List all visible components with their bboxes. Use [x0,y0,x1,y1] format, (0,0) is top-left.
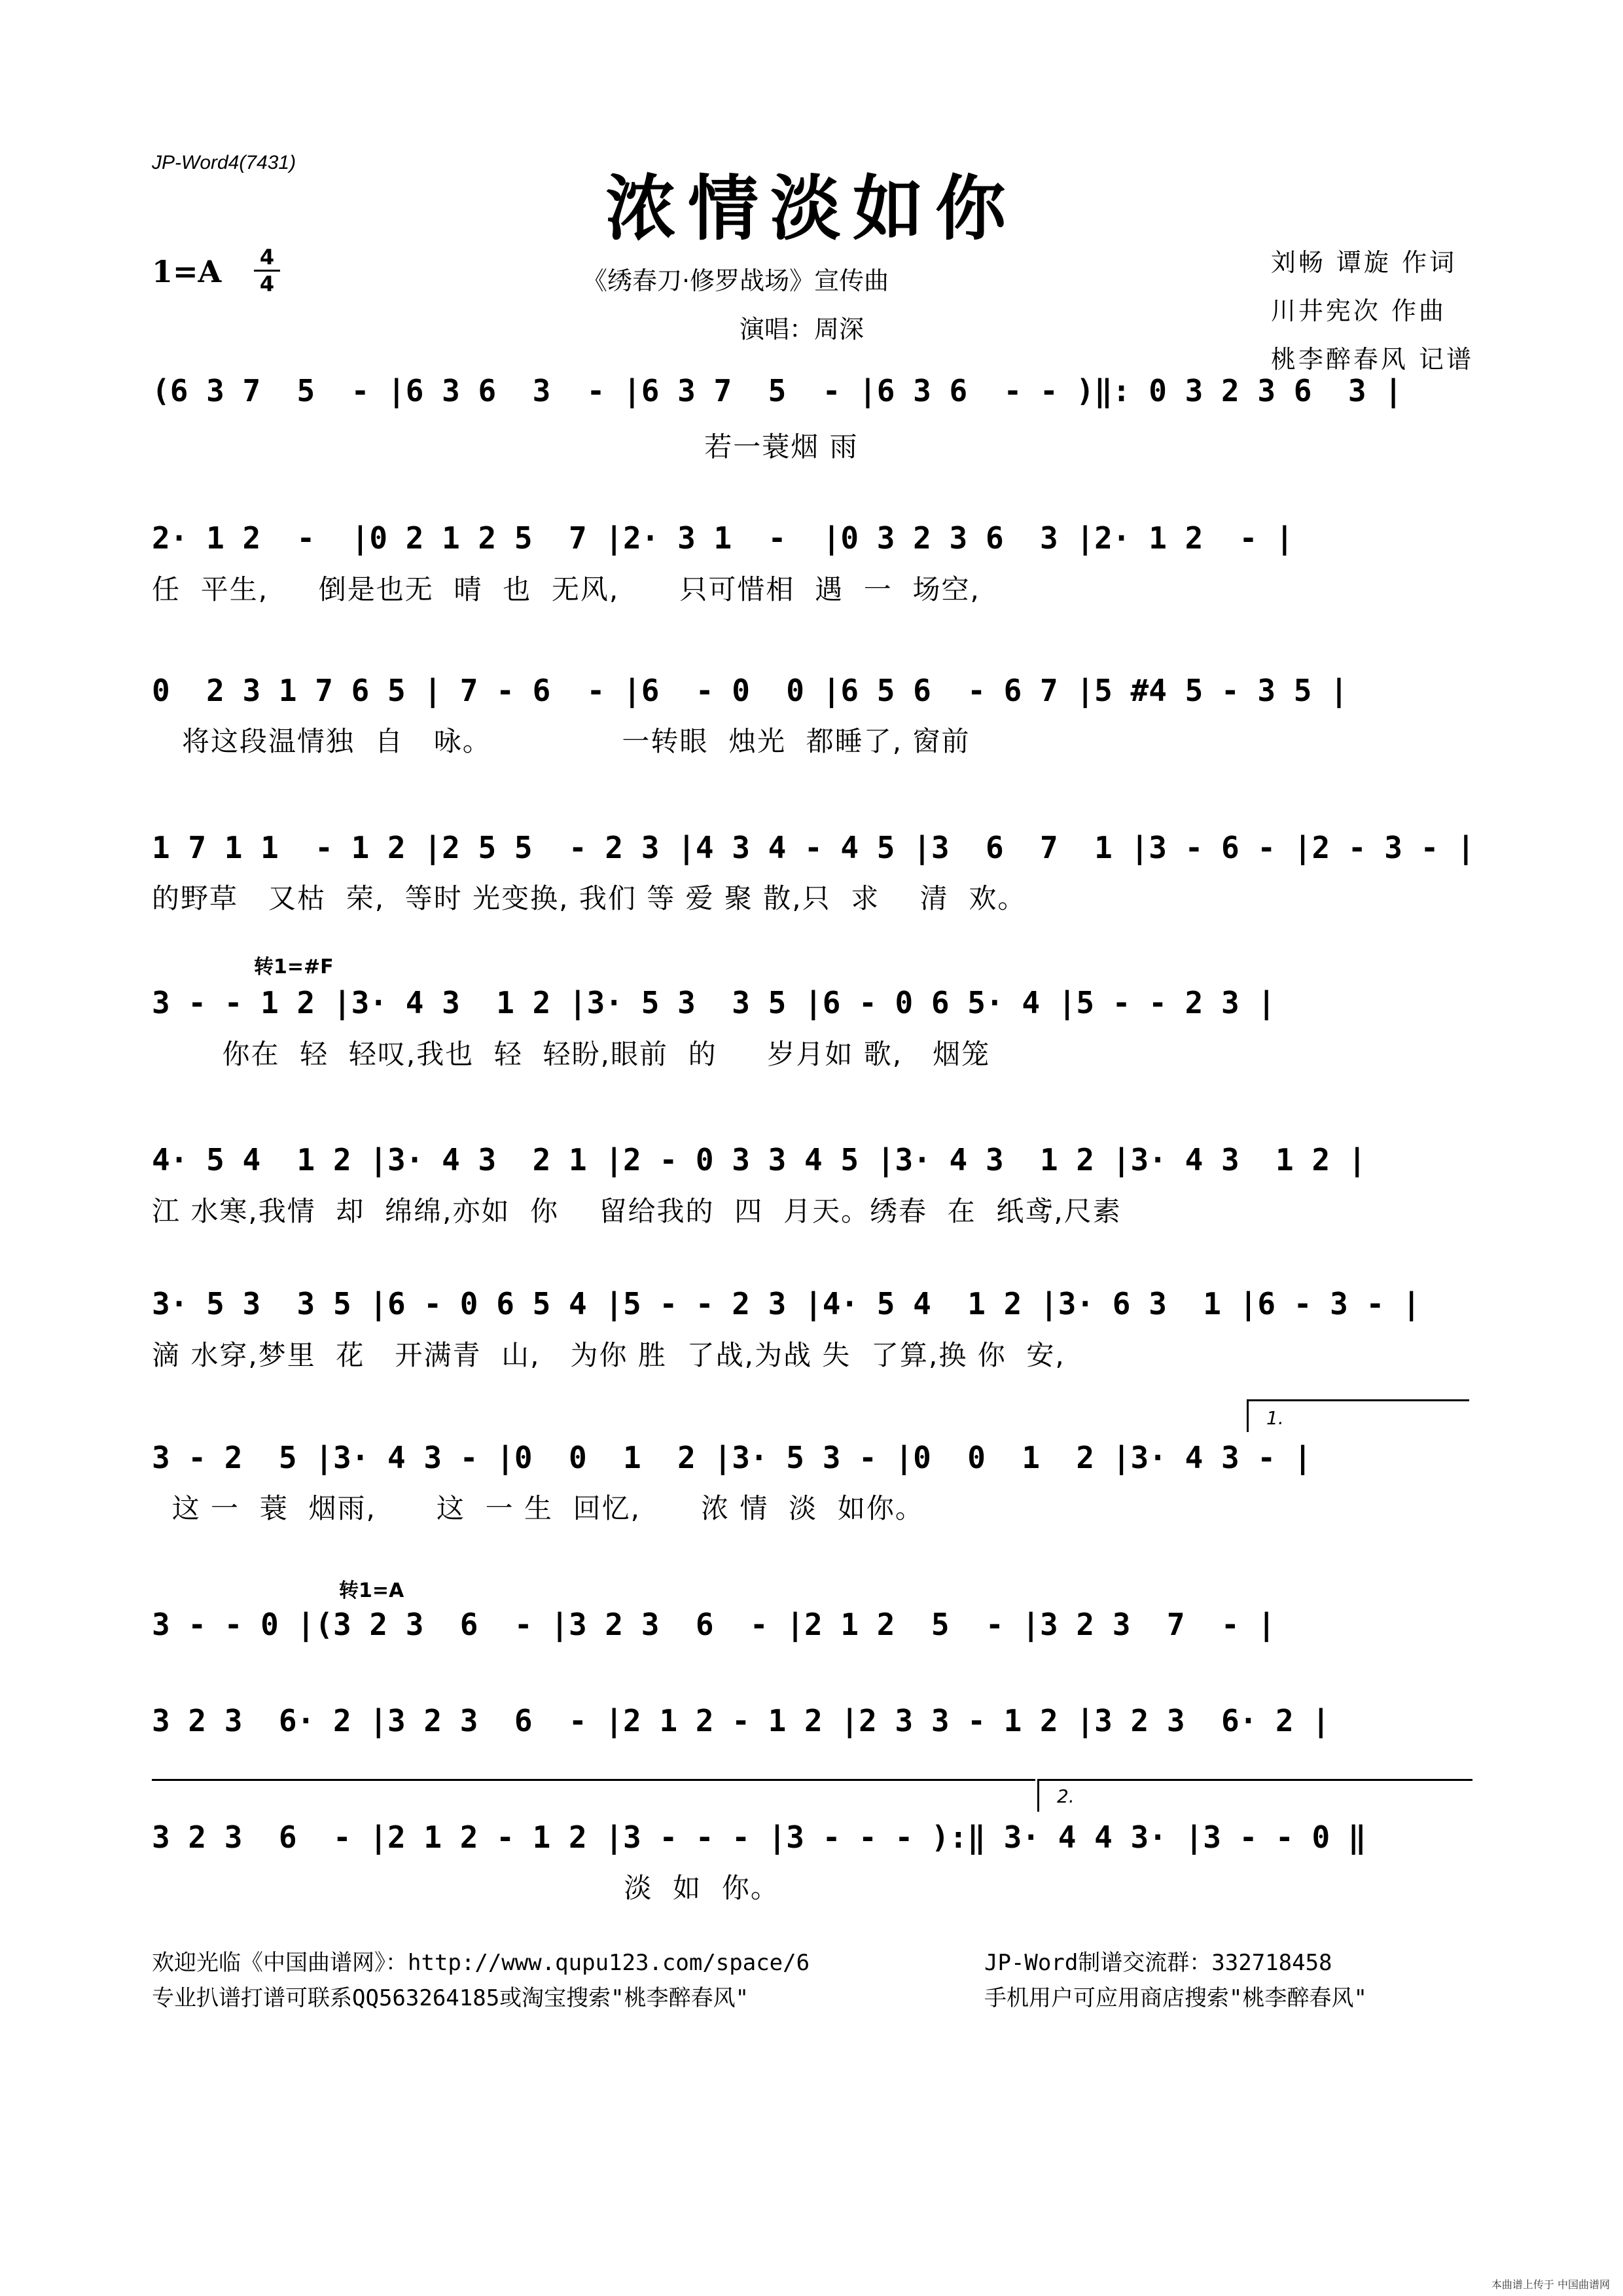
score-line-5-lyrics: 你在 轻 轻叹,我也 轻 轻盼,眼前 的 岁月如 歌, 烟笼 [152,1038,991,1070]
score-line-9-notes: 3 - - 0 |(3 2 3 6 - |3 2 3 6 - |2 1 2 5 - |3 2 3 7 - | [152,1607,1276,1642]
volta-2-bracket [1037,1779,1472,1781]
song-title: 浓情淡如你 [605,168,1018,250]
volta-1-bracket-left [1247,1399,1249,1432]
footer-left [152,1945,810,2016]
score-line-8-lyrics: 这 一 蓑 烟雨, 这 一 生 回忆, 浓 情 淡 如你。 [152,1492,924,1524]
score-line-6-notes: 4· 5 4 1 2 |3· 4 3 2 1 |2 - 0 3 3 4 5 |3· 4 3 1 2 |3· 4 3 1 2 | [152,1142,1366,1177]
footer-website: 欢迎光临《中国曲谱网》：http://www.qupu123.com/space/6 [152,1950,810,1976]
score-line-3-lyrics: 将这段温情独 自 咏。 一转眼 烛光 都睡了, 窗前 [152,725,971,757]
volta-2-label: 2. [1057,1785,1075,1807]
score-line-1-lyrics: 若一蓑烟 雨 [152,431,859,463]
score-line-5-notes: 3 - - 1 2 |3· 4 3 1 2 |3· 5 3 3 5 |6 - 0 6 5· 4 |5 - - 2 3 | [152,985,1276,1020]
key-signature: 1=A [152,254,222,289]
time-signature [254,245,280,296]
score-line-4-notes: 1 7 1 1 - 1 2 |2 5 5 - 2 3 |4 3 4 - 4 5 |3 6 7 1 |3 - 6 - |2 - 3 - | [152,830,1475,865]
footer-group: JP-Word制谱交流群：332718458 [984,1950,1332,1976]
volta-2-bracket-left [1037,1779,1039,1812]
score-line-3-notes: 0 2 3 1 7 6 5 | 7 - 6 - |6 - 0 0 |6 5 6 - 6 7 |5 #4 5 - 3 5 | [152,673,1348,708]
score-line-2-lyrics: 任 平生, 倒是也无 晴 也 无风, 只可惜相 遇 一 场空, [152,573,980,605]
credits [1271,238,1474,384]
volta-1-label: 1. [1266,1407,1284,1429]
time-numerator: 4 [254,245,280,272]
score-line-11-notes: 3 2 3 6 - |2 1 2 - 1 2 |3 - - - |3 - - - ):‖ 3· 4 4 3· |3 - - 0 ‖ [152,1820,1366,1855]
transcriber-credit: 桃李醉春风 记谱 [1270,345,1474,374]
singer: 演唱：周深 [740,315,865,344]
footer-right [984,1945,1367,2016]
modulation-2: 转1=A [339,1579,404,1602]
software-tag: JP-Word4(7431) [152,152,296,173]
score-line-8-notes: 3 - 2 5 |3· 4 3 - |0 0 1 2 |3· 5 3 - |0 0 1 2 |3· 4 3 - | [152,1440,1312,1475]
score-line-10-notes: 3 2 3 6· 2 |3 2 3 6 - |2 1 2 - 1 2 |2 3 3 - 1 2 |3 2 3 6· 2 | [152,1703,1330,1738]
score-line-6-lyrics: 江 水寒,我情 却 绵绵,亦如 你 留给我的 四 月天。绣春 在 纸鸢,尺素 [152,1195,1122,1227]
subtitle: 《绣春刀·修罗战场》宣传曲 [582,266,889,295]
footer-app: 手机用户可应用商店搜索"桃李醉春风" [984,1985,1367,2011]
volta-1-bracket [1247,1399,1469,1401]
lyricist-credit: 刘畅 谭旋 作词 [1270,248,1457,277]
slur-line-11 [152,1779,1035,1781]
footer-contact: 专业扒谱打谱可联系QQ563264185或淘宝搜索"桃李醉春风" [152,1985,749,2011]
score-line-2-notes: 2· 1 2 - |0 2 1 2 5 7 |2· 3 1 - |0 3 2 3 6 3 |2· 1 2 - | [152,520,1294,556]
score-line-4-lyrics: 的野草 又枯 荣, 等时 光变换, 我们 等 爱 聚 散,只 求 清 欢。 [152,882,1027,914]
score-line-11-lyrics: 淡 如 你。 [152,1872,779,1904]
composer-credit: 川井宪次 作曲 [1270,296,1446,325]
score-line-7-lyrics: 滴 水穿,梦里 花 开满青 山, 为你 胜 了战,为战 失 了算,换 你 安, [152,1339,1065,1371]
score-line-1-notes: (6 3 7 5 - |6 3 6 3 - |6 3 7 5 - |6 3 6 - - )‖: 0 3 2 3 6 3 | [152,373,1402,408]
time-denominator: 4 [259,272,275,296]
score-line-7-notes: 3· 5 3 3 5 |6 - 0 6 5 4 |5 - - 2 3 |4· 5 4 1 2 |3· 6 3 1 |6 - 3 - | [152,1286,1421,1321]
modulation-1: 转1=#F [254,956,334,978]
upload-stamp: 本曲谱上传于 中国曲谱网 [1491,2278,1610,2291]
